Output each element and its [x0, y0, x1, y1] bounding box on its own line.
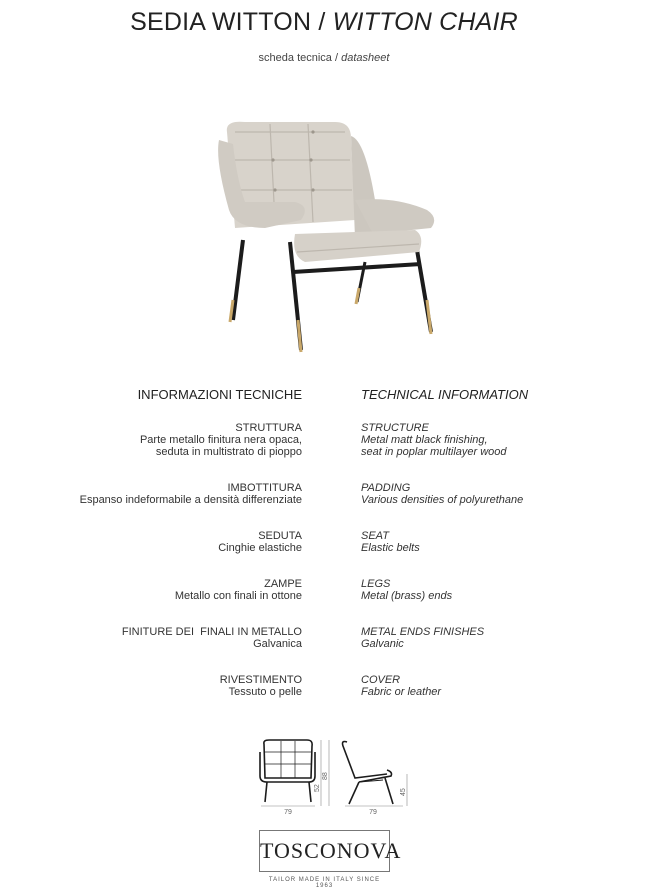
spec-padding-it	[80, 482, 302, 506]
dim-front-seat: 52	[314, 784, 321, 792]
page-title	[0, 8, 648, 37]
spec-cover-it	[220, 674, 302, 698]
spec-label: ZAMPE	[264, 578, 302, 590]
spec-label: LEGS	[361, 578, 391, 590]
spec-value: Elastic belts	[361, 542, 420, 554]
spec-structure-en	[361, 422, 507, 458]
spec-value: seat in poplar multilayer wood	[361, 446, 507, 458]
spec-value: Cinghie elastiche	[218, 542, 302, 554]
side-view-drawing	[343, 742, 394, 805]
spec-legs-en	[361, 578, 452, 602]
subtitle-italian: scheda tecnica /	[258, 52, 339, 64]
subtitle-english: datasheet	[341, 52, 390, 64]
front-view-drawing	[260, 740, 315, 802]
brand-logo	[259, 830, 402, 872]
spec-label: FINITURE DEI FINALI IN METALLO	[121, 626, 302, 638]
page-subtitle	[0, 52, 648, 64]
spec-value: seduta in multistrato di pioppo	[155, 446, 302, 458]
brand-tagline: TAILOR MADE IN ITALY SINCE 1963	[268, 877, 381, 889]
spec-value: Metal matt black finishing,	[361, 434, 488, 446]
spec-label: PADDING	[361, 482, 411, 494]
spec-legs-it	[175, 578, 302, 602]
spec-finishes-en	[361, 626, 484, 650]
dim-side-depth: 79	[369, 809, 377, 816]
spec-value: Parte metallo finitura nera opaca,	[139, 434, 302, 446]
spec-value: Galvanica	[253, 638, 302, 650]
spec-padding-en	[361, 482, 523, 506]
chair-photo	[205, 110, 445, 360]
spec-finishes-it	[122, 626, 302, 650]
spec-value: Metal (brass) ends	[361, 590, 453, 602]
spec-label: STRUCTURE	[361, 422, 429, 434]
dim-front-height: 88	[322, 772, 329, 780]
spec-label: STRUTTURA	[235, 422, 302, 434]
spec-cover-en	[361, 674, 441, 698]
spec-label: SEAT	[361, 530, 389, 542]
heading-italian: INFORMAZIONI TECNICHE	[137, 387, 302, 402]
spec-label: RIVESTIMENTO	[219, 674, 302, 686]
spec-value: Various densities of polyurethane	[361, 494, 524, 506]
dimension-drawings	[255, 738, 415, 820]
dim-front-width: 79	[284, 809, 292, 816]
title-english: WITTON CHAIR	[332, 8, 518, 36]
spec-value: Tessuto o pelle	[228, 686, 302, 698]
spec-structure-it	[140, 422, 302, 458]
spec-label: COVER	[361, 674, 401, 686]
spec-label: IMBOTTITURA	[227, 482, 302, 494]
spec-label: METAL ENDS FINISHES	[361, 626, 485, 638]
spec-seat-en	[361, 530, 420, 554]
spec-value: Metallo con finali in ottone	[174, 590, 302, 602]
brand-logo-text: TOSCONOVA	[260, 838, 402, 863]
spec-value: Fabric or leather	[361, 686, 442, 698]
spec-value: Espanso indeformabile a densità differenziate	[79, 494, 302, 506]
dim-side-seat: 45	[400, 788, 407, 796]
heading-english: TECHNICAL INFORMATION	[361, 387, 529, 402]
title-italian: SEDIA WITTON /	[130, 8, 326, 36]
spec-value: Galvanic	[361, 638, 404, 650]
spec-seat-it	[218, 530, 302, 554]
spec-label: SEDUTA	[258, 530, 302, 542]
